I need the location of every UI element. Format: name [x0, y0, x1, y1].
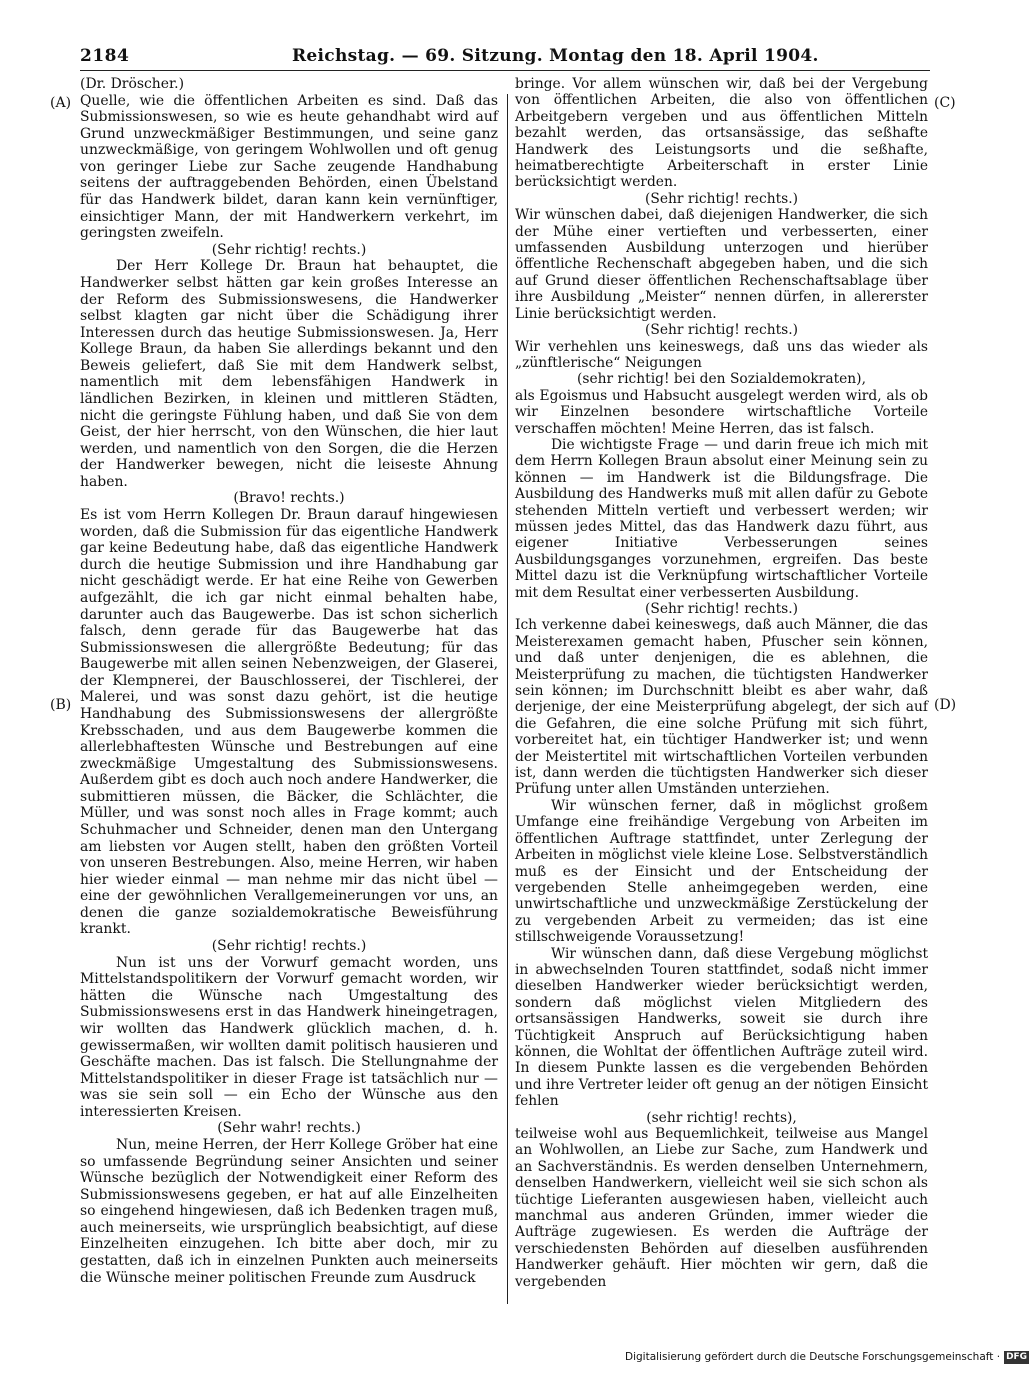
- interjection: (Bravo! rechts.): [233, 490, 345, 507]
- paragraph: Wir wünschen dann, daß diese Vergebung möglichst in abwechselnden Touren stattfindet, sodaß nicht immer dieselben Handwerker wieder berücksichtigt werden, sondern daß möglichst vielen Mitgliedern des ortsansässigen Handwerks, soweit sie durch ihre Tüchtigkeit Anspruch auf Berücksichtigung haben können, die Wohltat der öffentlichen Aufträge zuteil wird. In diesem Punkte lassen es die vergebenden Behörden und ihre Vertreter leider oft genug an der nötigen Einsicht fehlen: [515, 945, 928, 1110]
- page-number: 2184: [80, 46, 130, 66]
- paragraph: Es ist vom Herrn Kollegen Dr. Braun darauf hingewiesen worden, daß die Submission für das eigentliche Handwerk gar keine Bedeutung habe, daß das eigentliche Handwerk durch die heutige Submission und ihre Handhabung gar nicht geschädigt werde. Er hat eine Reihe von Gewerben aufgezählt, die ich gar nicht einmal behalten habe, darunter auch das Baugewerbe. Das ist schon sicherlich falsch, denn gerade für das Baugewerbe hat das Submissionswesen die allergrößte Bedeutung; für das Baugewerbe mit allen seinen Nebenzweigen, der Glaserei, der Klempnerei, der Bauschlosserei, der Tischlerei, der Malerei, und was sonst dazu gehört, ist die heutige Handhabung des Submissionswesens der allergrößte Krebsschaden, und aus dem Baugewerbe kommen die allerlebhaftesten Wünsche und Bestrebungen auf eine zweckmäßige Umgestaltung des Submissionswesens. Außerdem gibt es doch auch noch andere Handwerker, die submittieren müssen, die Bäcker, die Schlächter, die Müller, und was sonst noch alles in Frage kommt; auch Schuhmacher und Schneider, denen man den Untergang am liebsten vor Augen stellt, haben den größten Vorteil von unseren Bestrebungen. Also, meine Herren, wir haben hier wieder einmal — man nehme mir das nicht übel — eine der gewöhnlichen Verallgemeinerungen vor uns, an denen die ganze sozialdemokratische Beweisführung krankt.: [80, 507, 498, 938]
- speaker-label: (Dr. Dröscher.): [80, 76, 185, 92]
- header-rule: [80, 70, 930, 71]
- interjection: (Sehr richtig! rechts.): [211, 938, 367, 955]
- dfg-logo: DFG: [1006, 1351, 1028, 1362]
- interjection: (Sehr richtig! rechts.): [645, 190, 798, 207]
- paragraph: Ich verkenne dabei keineswegs, daß auch Männer, die das Meisterexamen gemacht haben, Pfuscher sein können, und daß unter denjenigen, die es ablehnen, die Meisterprüfung zu machen, die tüchtigsten Handwerker sein können; im Durchschnitt bleibt es aber wahr, daß derjenige, der eine Meisterprüfung abgelegt, der sich auf die Gefahren, die eine solche Prüfung mit sich führt, vorbereitet hat, ein tüchtiger Handwerker ist; und wenn der Meistertitel mit wirtschaftlichen Vorteilen verbunden ist, dann werden die tüchtigsten Handwerker sich dieser Prüfung unter allen Umständen unterziehen.: [515, 617, 928, 798]
- interjection: (sehr richtig! bei den Sozialdemokraten),: [577, 371, 866, 388]
- paragraph: Nun, meine Herren, der Herr Kollege Gröber hat eine so umfassende Begründung seiner Ansichten und seiner Wünsche bezüglich der Notwendigkeit einer Reform des Submissionswesens gegeben, er hat auf alle Einzelheiten so eingehend hingewiesen, daß ich Bedenken tragen muß, auch meinerseits, wie ursprünglich beabsichtigt, auf diese Einzelheiten einzugehen. Ich bitte aber doch, mir zu gestatten, daß ich in einzelnen Punkten auch meinerseits die Wünsche meiner politischen Freunde zum Ausdruck: [80, 1137, 498, 1286]
- interjection: (Sehr richtig! rechts.): [211, 241, 367, 258]
- paragraph: Wir wünschen ferner, daß in möglichst großem Umfange eine freihändige Vergebung von Arbeiten im öffentlichen Auftrage stattfindet, unter Zerlegung der Arbeiten in möglichst viele kleine Lose. Selbstverständlich muß es der Einsicht und der Entscheidung der vergebenden Stelle anheimgegeben werden, eine unwirtschaftliche und unzweckmäßige Zerstückelung der zu vergebenden Arbeit zu vermeiden; das ist eine stillschweigende Voraussetzung!: [515, 797, 928, 946]
- column-divider: [507, 94, 508, 1304]
- paragraph: teilweise wohl aus Bequemlichkeit, teilweise aus Mangel an Wohlwollen, an Liebe zur Sache, zum Handwerk und an Sachverständnis. Es werden denselben Unternehmern, denselben Handwerkern, vielleicht weil sie sich schon als tüchtige Lieferanten ausgewiesen haben, vielleicht auch manchmal aus anderen Gründen, immer wieder die Aufträge zugewiesen. Es werden die Aufträge der verschiedensten Behörden auf dieselben ausführenden Handwerker gehäuft. Hier möchten wir gern, daß die vergebenden: [515, 1126, 928, 1290]
- running-title: Reichstag. — 69. Sitzung. Montag den 18. April 1904.: [292, 46, 819, 66]
- interjection: (sehr richtig! rechts),: [646, 1109, 797, 1126]
- paragraph: Quelle, wie die öffentlichen Arbeiten es sind. Daß das Submissionswesen, so wie es heute gehandhabt wird auf Grund unzweckmäßiger Bestimmungen, und seine ganz unzweckmäßige, von geringem Wohlwollen und oft genug von geringer Liebe zur Sache zeugende Handhabung seitens der auftraggebenden Behörden, einen Übelstand für das Handwerk bildet, daran kann kein vernünftiger, einsichtiger Mann, der mit Handwerkern verkehrt, im geringsten zweifeln.: [80, 92, 498, 242]
- paragraph: Wir wünschen dabei, daß diejenigen Handwerker, die sich der Mühe einer vertieften und verbesserten, einer umfassenden Ausbildung unterzogen und hierüber öffentliche Rechenschaft abgegeben haben, und die sich auf Grund dieser öffentlichen Rechenschaftsablage über ihre Ausbildung „Meister“ nennen dürfen, in allererster Linie berücksichtigt werden.: [515, 207, 928, 322]
- interjection: (Sehr wahr! rechts.): [217, 1120, 361, 1137]
- paragraph: bringe. Vor allem wünschen wir, daß bei der Vergebung von öffentlichen Arbeiten, die also von öffentlichen Arbeitgebern vergeben und aus öffentlichen Mitteln bezahlt werden, das ortsansässige, das seßhafte Handwerk des Leistungsorts und die seßhafte, heimatberechtigte Arbeiterschaft in erster Linie berücksichtigt werden.: [515, 76, 928, 191]
- paragraph: Der Herr Kollege Dr. Braun hat behauptet, die Handwerker selbst hätten gar kein großes Interesse an der Reform des Submissionswesens, die Handwerker selbst klagten gar nicht über die Schädigung ihrer Interessen durch das heutige Submissionswesen. Ja, Herr Kollege Braun, da haben Sie allerdings bekannt und den Beweis geliefert, daß Sie mit dem Handwerk selbst, namentlich mit dem lebensfähigen Handwerk in ländlichen Bezirken, in kleinen und mittleren Städten, nicht die geringste Fühlung haben, und daß Sie von dem Geist, der hier herrscht, von den Wünschen, die hier laut werden, und namentlich von den Sorgen, die die Herzen der Handwerker bewegen, nicht die leiseste Ahnung haben.: [80, 258, 498, 490]
- margin-mark-c: (C): [934, 95, 956, 111]
- margin-mark-d: (D): [934, 697, 957, 713]
- interjection: (Sehr richtig! rechts.): [645, 601, 798, 617]
- right-column: [515, 76, 928, 1290]
- footer-credit: [625, 1349, 1028, 1365]
- margin-mark-b: (B): [50, 697, 72, 713]
- interjection: (Sehr richtig! rechts.): [645, 322, 798, 339]
- page-header: [80, 44, 930, 68]
- paragraph: als Egoismus und Habsucht ausgelegt werden wird, als ob wir Einzelnen besondere wirtschaftliche Vorteile verschaffen möchten! Meine Herren, das ist falsch.: [515, 387, 928, 437]
- paragraph: Wir verhehlen uns keineswegs, daß uns das wieder als „zünftlerische“ Neigungen: [515, 338, 928, 371]
- left-column: [80, 76, 498, 1286]
- margin-mark-a: (A): [50, 95, 72, 111]
- paragraph: Die wichtigste Frage — und darin freue ich mich mit dem Herrn Kollegen Braun absolut einer Meinung sein zu können — im Handwerk ist die Bildungsfrage. Die Ausbildung des Handwerks muß mit allen dafür zu Gebote stehenden Mitteln vertieft und verbessert werden; wir müssen jedes Mittel, das das Handwerk dazu führt, aus eigener Initiative Verbesserungen seines Ausbildungsganges vorzunehmen, ergreifen. Das beste Mittel dazu ist die Verknüpfung wirtschaftlicher Vorteile mit dem Resultat einer verbesserten Ausbildung.: [515, 436, 928, 601]
- paragraph: Nun ist uns der Vorwurf gemacht worden, uns Mittelstandspolitikern der Vorwurf gemacht worden, wir hätten die Wünsche nach Umgestaltung des Submissionswesens erst in das Handwerk hineingetragen, wir wollten das Handwerk glücklich machen, d. h. gewissermaßen, wir wollten damit politisch hausieren und Geschäfte machen. Das ist falsch. Die Stellungnahme der Mittelstandspolitiker in dieser Frage ist tatsächlich nur — was sie sein soll — ein Echo der Wünsche aus den interessierten Kreisen.: [80, 954, 498, 1120]
- footer-text: Digitalisierung gefördert durch die Deutsche Forschungsgemeinschaft ·: [625, 1351, 1001, 1363]
